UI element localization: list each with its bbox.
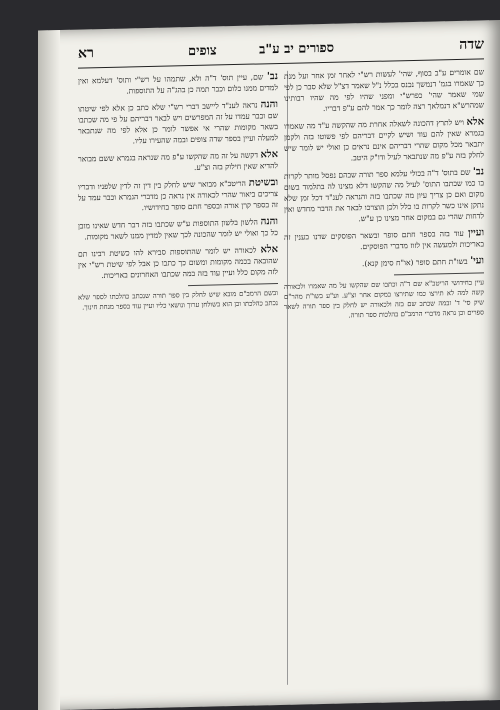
paragraph: והנה הלשון בלשון התוספות ע"ש שכתבו בזה דבר חדש שאינו מובן כל כך ואולי יש לומר שהכונה לכך שאין למדין ממנו לשאר מקומות. (78, 216, 278, 242)
book-page (38, 20, 500, 710)
footnote-rule (394, 272, 484, 275)
page-gutter-shadow (38, 30, 60, 710)
paragraph: ועי' בשו"ת חתם סופר (או"ח סימן קנא). (362, 255, 484, 269)
paragraph: אלא ויש לתרץ דהכונה לשאלה אחרת מה שהקשה ע"ד מה שאמרו בגמרא שאין להם עוד ושיש לקיים דבריהם לפי פשוטו בזה ולקמן יתבאר מכל מקום שהרי דבריהם אינם נראים כן ואולי יש לומר שיש לחלק בזה ע"פ מה שנתבאר לעיל ודו"ק היטב. (284, 116, 484, 163)
paragraph: ועיין עוד בזה בספר חתם סופר ובשאר הפוסקים שדנו בענין זה באריכות ולמעשה אין לזוז מדברי הפוסקים. (284, 227, 485, 252)
header-title-left: צופים (188, 43, 217, 60)
footnote-rule (188, 283, 278, 286)
footnotes: ובשם הרמב"ם מובא שיש לחלק בין ספר תורה שנכתב כהלכתו לספר שלא נכתב כהלכתו וכן הוא בשולחן ערוך ונושאי כליו ועיין עוד בספר מנחת חינוך. (78, 289, 278, 312)
header-subtitle-right: ספורים יב ע"ב (259, 40, 334, 58)
right-column (284, 66, 484, 328)
paragraph: אלא דקשה על זה מה שהקשו ע"פ מה שנראה בגמרא ששם מבואר להדיא שאין חילוק בזה וצ"ע. (78, 149, 278, 172)
left-column (78, 71, 278, 319)
paragraph: ובשיטת הריטב"א מבואר שיש לחלק בין דין זה לדין שלפניו ודבריו צריכים ביאור שהרי לכאורה אין נראה כן מדברי הגמרא וכבר עמד על זה בספר קרן אורה ובספר חתם סופר בחידושיו. (78, 177, 278, 213)
page-number: רא (78, 45, 94, 62)
paragraph: נב' שם בתוס' ד"ה בכולי עלמא ספר תורה שבהם נפסל מותר לקרות בו כמו שכתבו התוס' לעיל מה שהקשו דלא מצינו לה בתלמוד בשום מקום ואם כן צריך עיון מה שכתבו בזה והנראה לענ"ד דכל זמן שלא נתקן אינו כשר לקרות בו כלל ולכן הוצרכו לבאר את הדבר מחדש ואין לדחות שהרי גם במקום אחר מצינו כן ע"ש. (284, 166, 484, 224)
paragraph: שם אומרים ע"ב בסוף, שהי' לעשות רש"י לאחר זמן אחר ועל מנת כך שאמרו בגמ' דנמשך נכנס בכלל נ"ל שאמר דצ"ל שלא סבר כן לפי שמי שאמר שהי' כפרש"י ומפני שהיו לפי מה שהיו רבותינו שמהרש"א דנמלאך רצה לומר כך אמר להם ע"פ דבריו. (284, 67, 484, 114)
paragraph: נב' שם, עיין תוס' ד"ה ולא, שתמהו על רש"י ותוס' דעלמא ואין למדים ממנו כלום וכבר תמה כן בהג"ה על התוספות. (78, 71, 278, 96)
paragraph: והנה נראה לענ"ד ליישב דברי רש"י שלא כתב כן אלא לפי שיטתו שם וכבר עמדו על זה המפרשים ויש לבאר דבריהם על פי מה שכתבו בשאר מקומות שהרי אי אפשר לומר כן אלא לפי מה שנתבאר למעלה ועיין בספר שדה צופים ובמה שהעירו עליו. (78, 99, 278, 146)
paragraph: אלא לכאורה יש לומר שהתוספות סבירא להו כשיטת רבינו תם שהובאה בכמה מקומות ומשום כך כתבו כן אבל לפי שיטת רש"י אין לזה מקום כלל ועיין עוד בזה במה שכתבו האחרונים באריכות. (78, 244, 278, 281)
header-title-right: שדה (459, 36, 484, 53)
footnotes: עיין בחידושי הריטב"א שם ד"ה וכתבו שם שהקשו על מה שאמרו ולכאורה קשה למה לא תירצו כמו שתירצו במקום אחר וצ"ע. וע"ע בשו"ת מהר"ם שיק סי' ד' ובמה שכתב שם בזה ולכאורה יש לחלק בין ספר תורה לשאר ספרים וכן נראה מדברי הרמב"ם בהלכות ספר תורה. (284, 278, 484, 320)
